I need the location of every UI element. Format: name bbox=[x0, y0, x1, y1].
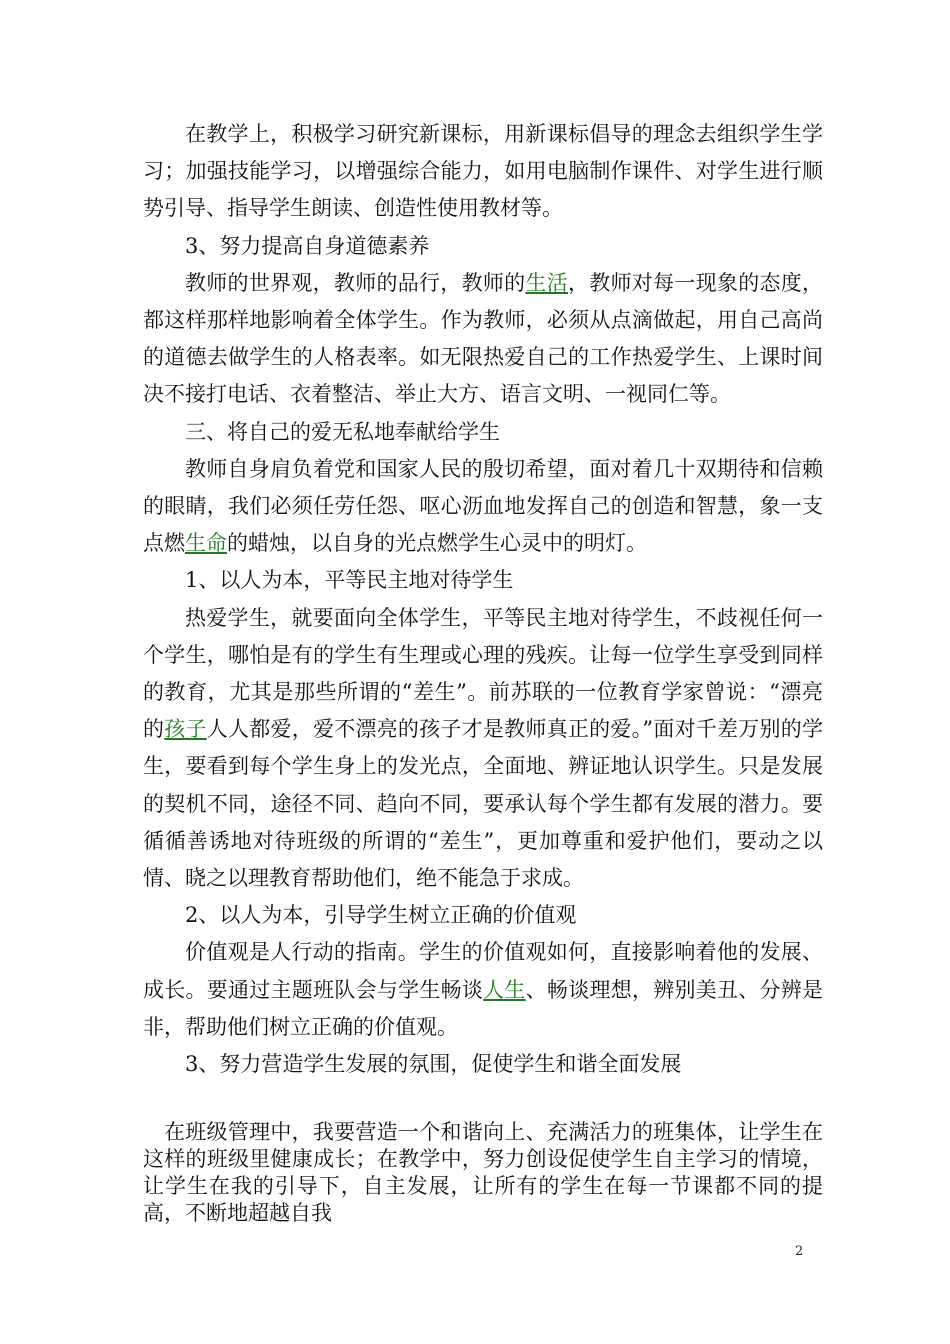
link-children[interactable]: 孩子 bbox=[164, 717, 207, 742]
paragraph-teaching-methods: 在教学上，积极学习研究新课标，用新课标倡导的理念去组织学生学习；加强技能学习，以增强综合能力，如用电脑制作课件、对学生进行顺势引导、指导学生朗读、创造性使用教材等。 bbox=[143, 122, 823, 221]
paragraph-teacher-worldview bbox=[143, 265, 823, 414]
text-span: 人人都爱，爱不漂亮的孩子才是教师真正的爱。”面对千差万别的学生，要看到每个学生身上的发光点，全面地、辨证地认识学生。只是发展的契机不同，途径不同、趋向不同，要承认每个学生都有发展的潜力。要循循善诱地对待班级的所谓的“差生”，更加尊重和爱护他们，要动之以情、晓之以理教育帮助他们，绝不能急于求成。 bbox=[143, 717, 824, 891]
text-span: 教师的世界观，教师的品行，教师的 bbox=[185, 270, 526, 295]
page-number: 2 bbox=[795, 1244, 804, 1259]
heading-values: 2、以人为本，引导学生树立正确的价值观 bbox=[185, 903, 577, 928]
text-span: 价值观是人行动的指南。学生的价值观如何，直接影响着他的发展、成长。要通过主题班队会与学生畅谈 bbox=[143, 940, 823, 1002]
paragraph-values bbox=[143, 934, 823, 1046]
paragraph-class-management: 在班级管理中，我要营造一个和谐向上、充满活力的班集体，让学生在这样的班级里健康成长；在教学中，努力创设促使学生自主学习的情境，让学生在我的引导下，自主发展，让所有的学生在每一节课都不同的提高，不断地超越自我 bbox=[143, 1120, 823, 1225]
paragraph-teacher-duty bbox=[143, 451, 823, 563]
text-span: 教师自身肩负着党和国家人民的殷切希望，面对着几十双期待和信赖的眼睛，我们必须任劳任怨、呕心沥血地发挥自己的创造和智慧，象一支点燃 bbox=[143, 456, 823, 556]
closing-paragraph-block bbox=[143, 1119, 823, 1227]
link-life-talk[interactable]: 人生 bbox=[483, 977, 526, 1002]
heading-selfless-love: 三、将自己的爱无私地奉献给学生 bbox=[185, 419, 500, 444]
heading-atmosphere: 3、努力营造学生发展的氛围，促使学生和谐全面发展 bbox=[185, 1052, 682, 1077]
text-span: 热爱学生，就要面向全体学生，平等民主地对待学生，不歧视任何一个学生，哪怕是有的学生有生理或心理的残疾。让每一位学生享受到同样的教育，尤其是那些所谓的“差生”。前苏联的一位教育学家曾说：“漂亮的 bbox=[143, 605, 823, 742]
text-span: 、畅谈理想，辨别美丑、分辨是非，帮助他们树立正确的价值观。 bbox=[143, 977, 824, 1039]
link-life-candle[interactable]: 生命 bbox=[185, 531, 227, 556]
body-text bbox=[143, 116, 823, 1083]
text-span: ，教师对每一现象的态度，都这样那样地影响着全体学生。作为教师，必须从点滴做起，用自己高尚的道德去做学生的人格表率。如无限热爱自己的工作热爱学生、上课时间决不接打电话、衣着整洁、举止大方、语言文明、一视同仁等。 bbox=[143, 270, 824, 407]
link-life[interactable]: 生活 bbox=[525, 270, 568, 295]
text-span: 的蜡烛，以自身的光点燃学生心灵中的明灯。 bbox=[227, 531, 647, 556]
paragraph-love-students bbox=[143, 600, 823, 898]
heading-equality: 1、以人为本，平等民主地对待学生 bbox=[185, 568, 514, 593]
heading-moral-quality: 3、努力提高自身道德素养 bbox=[185, 233, 430, 258]
